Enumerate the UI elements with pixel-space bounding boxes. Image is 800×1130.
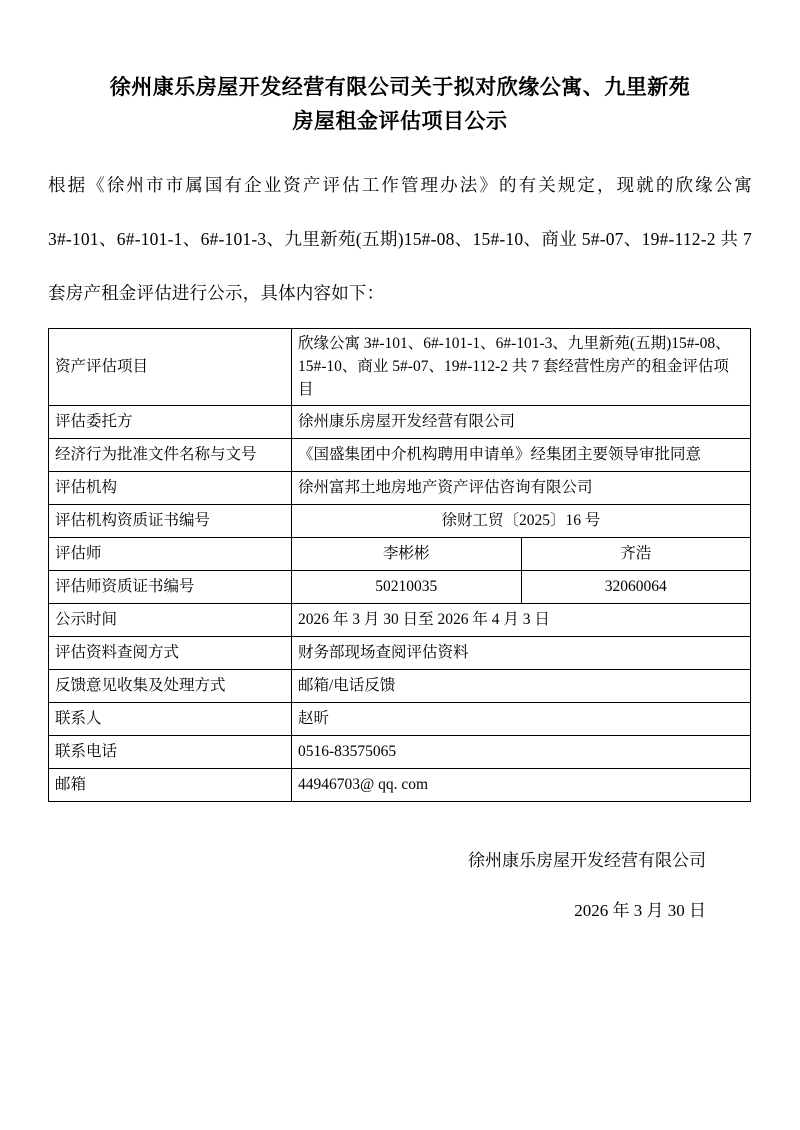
row-label: 联系人 [49,703,292,736]
row-label: 评估机构 [49,472,292,505]
page-title [48,70,752,138]
row-label: 联系电话 [49,736,292,769]
row-label: 评估机构资质证书编号 [49,505,292,538]
row-value-right: 32060064 [521,571,751,604]
table-row [49,505,751,538]
row-label: 反馈意见收集及处理方式 [49,670,292,703]
table-row [49,703,751,736]
row-value: 徐州富邦土地房地产资产评估咨询有限公司 [292,472,751,505]
asset-evaluation-table [48,328,751,802]
row-value-right: 齐浩 [521,538,751,571]
table-row [49,604,751,637]
row-value: 徐财工贸〔2025〕16 号 [292,505,751,538]
table-row [49,670,751,703]
intro-paragraph: 根据《徐州市市属国有企业资产评估工作管理办法》的有关规定，现就的欣缘公寓 3#-101、6#-101-1、6#-101-3、九里新苑(五期)15#-08、15#-10、商业 5#-07、19#-112-2 共 7 套房产租金评估进行公示，具体内容如下： [48,175,752,303]
row-value: 邮箱/电话反馈 [292,670,751,703]
row-label: 资产评估项目 [49,329,292,406]
row-value: 《国盛集团中介机构聘用申请单》经集团主要领导审批同意 [292,439,751,472]
table-row [49,637,751,670]
table-row [49,329,751,406]
signature-block [48,836,752,936]
signature-organization: 徐州康乐房屋开发经营有限公司 [468,851,706,870]
table-row [49,406,751,439]
row-value: 徐州康乐房屋开发经营有限公司 [292,406,751,439]
row-value: 欣缘公寓 3#-101、6#-101-1、6#-101-3、九里新苑(五期)15#-08、15#-10、商业 5#-07、19#-112-2 共 7 套经营性房产的租金评估项目 [292,329,751,406]
table-row [49,736,751,769]
row-label: 评估委托方 [49,406,292,439]
row-label: 公示时间 [49,604,292,637]
row-value: 财务部现场查阅评估资料 [292,637,751,670]
title-line-1: 徐州康乐房屋开发经营有限公司关于拟对欣缘公寓、九里新苑 [109,75,691,99]
table-row [49,538,751,571]
table-row [49,439,751,472]
row-label: 邮箱 [49,769,292,802]
row-value: 赵昕 [292,703,751,736]
table-row [49,769,751,802]
title-line-2: 房屋租金评估项目公示 [292,109,508,133]
row-label: 评估师 [49,538,292,571]
table-row [49,472,751,505]
row-label: 评估资料查阅方式 [49,637,292,670]
signature-date: 2026 年 3 月 30 日 [574,901,706,920]
row-value: 0516-83575065 [292,736,751,769]
table-row [49,571,751,604]
row-label: 经济行为批准文件名称与文号 [49,439,292,472]
row-label: 评估师资质证书编号 [49,571,292,604]
row-value: 44946703@ qq. com [292,769,751,802]
row-value-left: 50210035 [292,571,522,604]
row-value-left: 李彬彬 [292,538,522,571]
row-value: 2026 年 3 月 30 日至 2026 年 4 月 3 日 [292,604,751,637]
